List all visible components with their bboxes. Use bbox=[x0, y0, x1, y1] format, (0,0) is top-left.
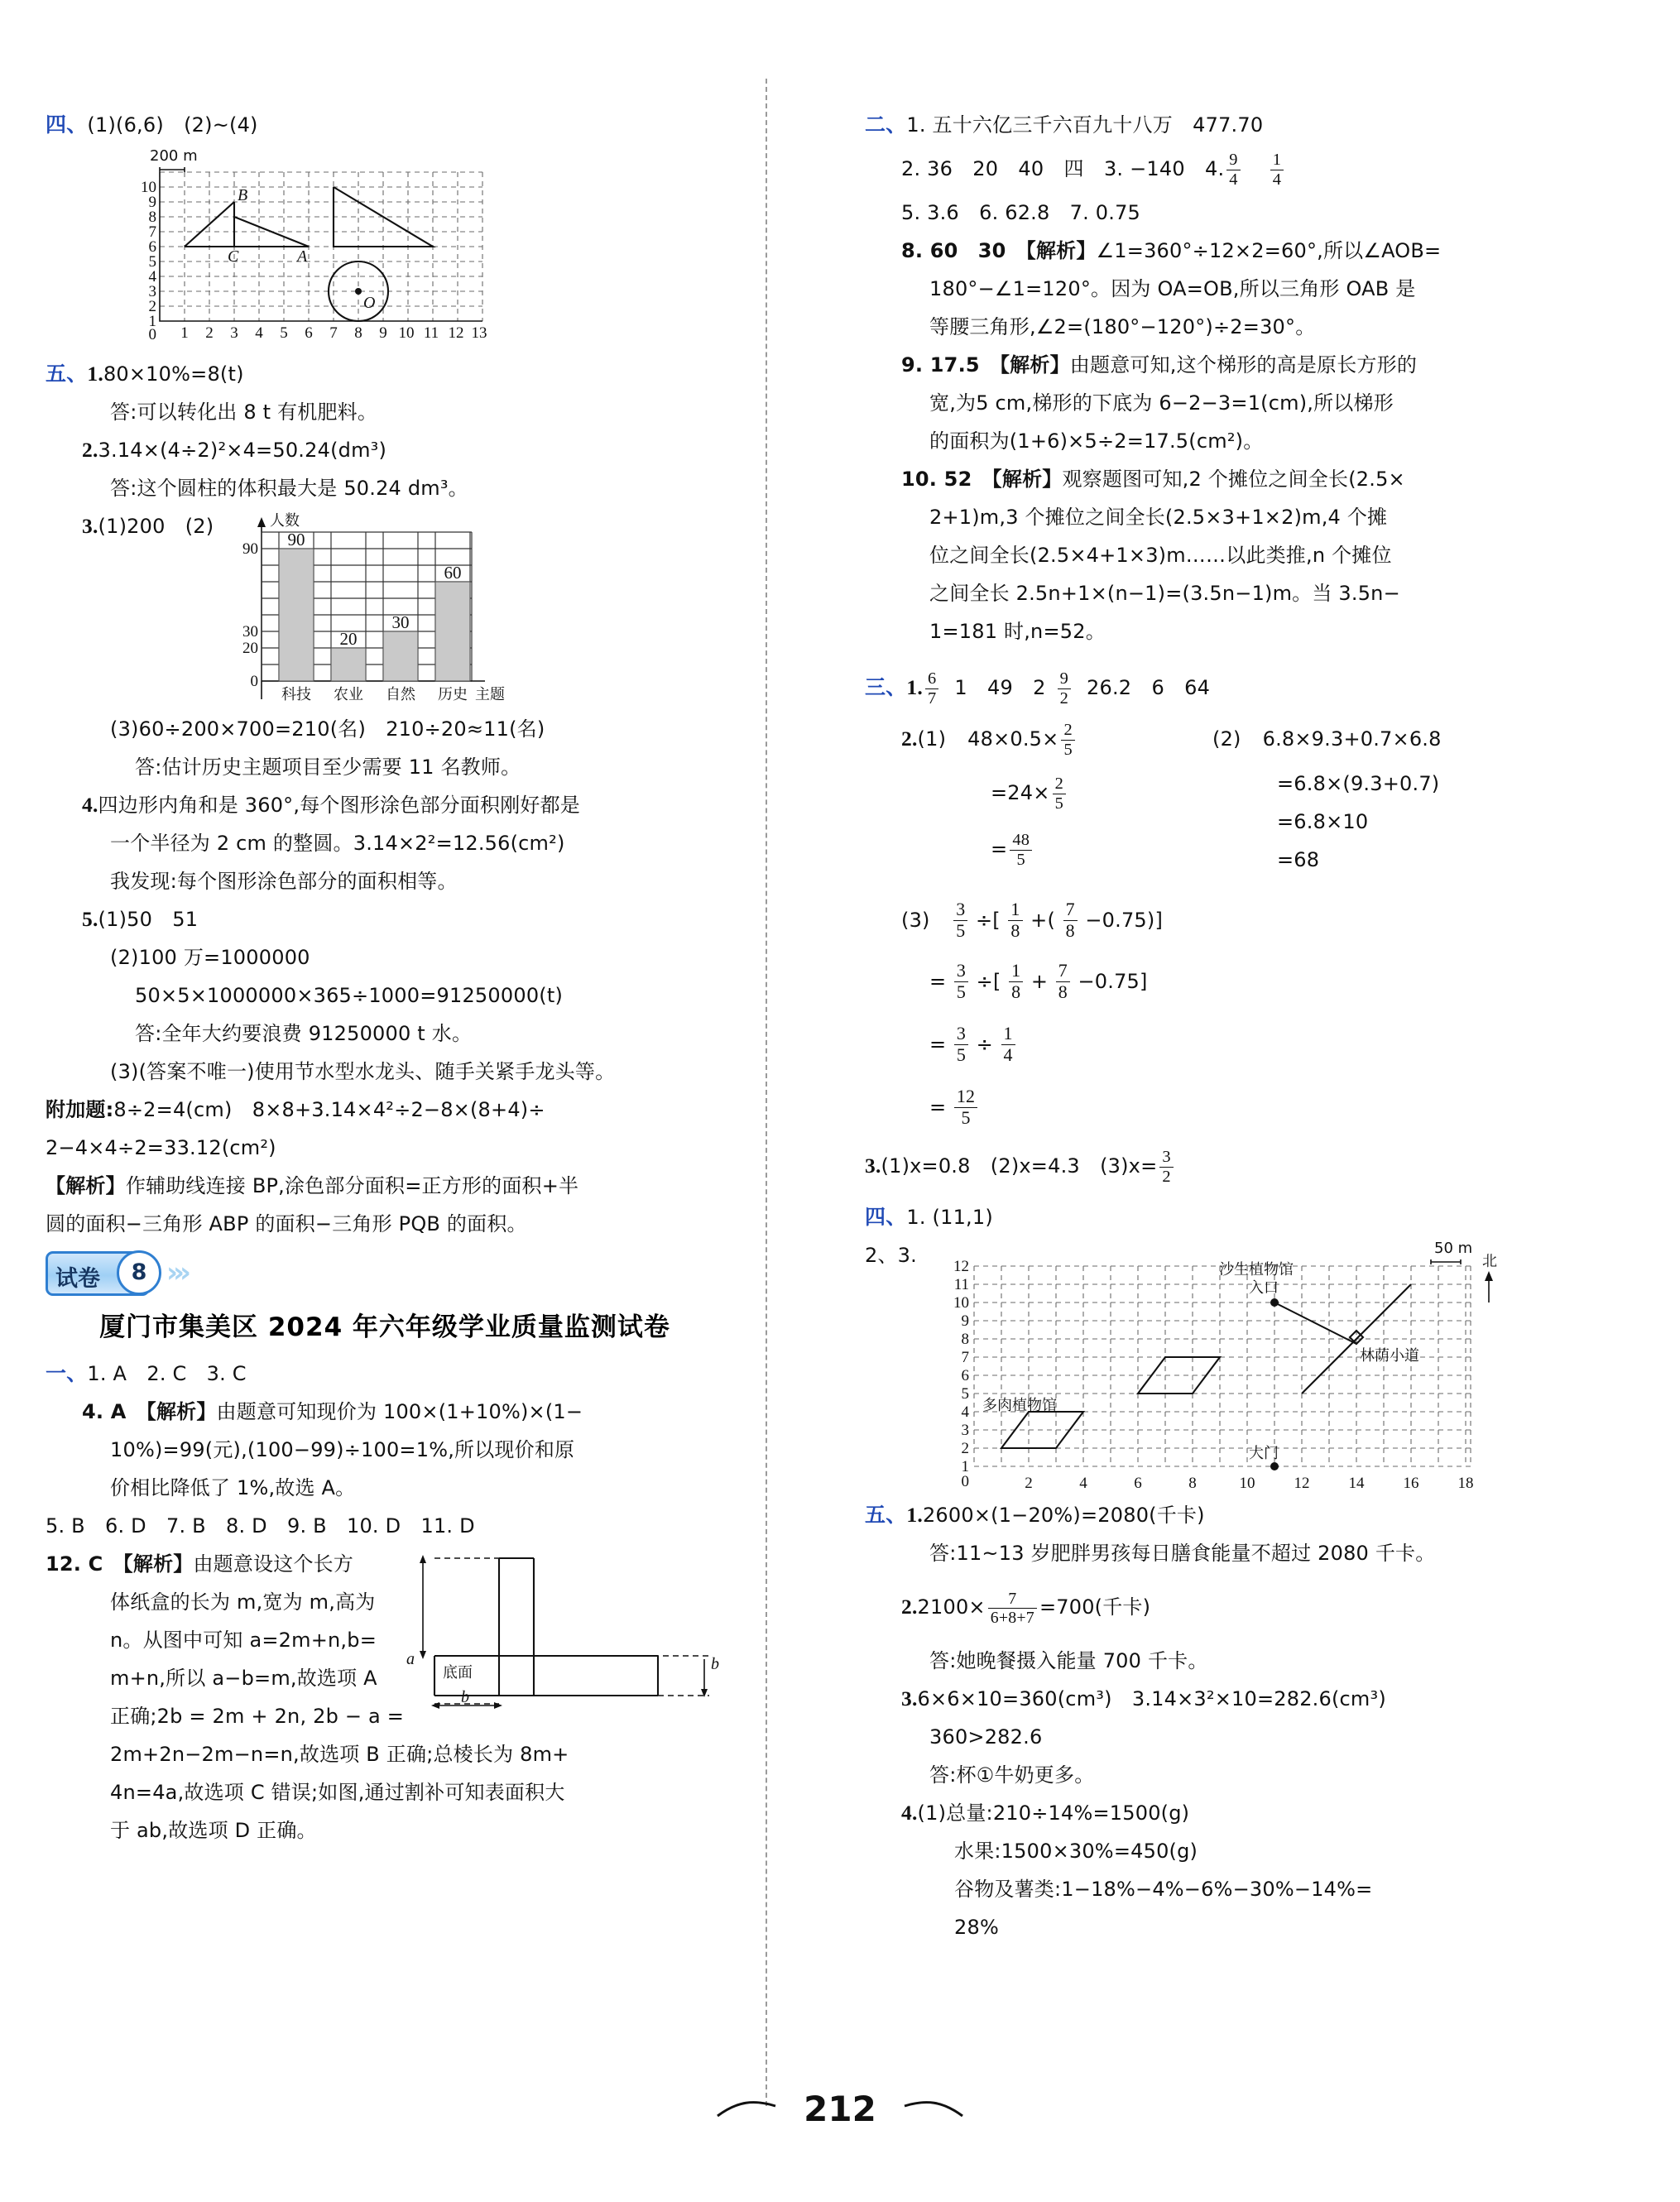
svg-text:12: 12 bbox=[953, 1258, 969, 1275]
svg-text:16: 16 bbox=[1403, 1475, 1419, 1492]
section-1-line-1: 一、1. A 2. C 3. C bbox=[46, 1361, 247, 1385]
fraction-1-8b: $\frac{1}{8}$ bbox=[1009, 961, 1023, 1002]
svg-text:6: 6 bbox=[305, 324, 313, 342]
section-1-line-2: 5. B 6. D 7. B 8. D 9. B 10. D 11. D bbox=[46, 1514, 475, 1538]
fraction-2-5b: $\frac{2}{5}$ bbox=[1053, 775, 1066, 813]
section-5-q3-3: (3)60÷200×700=210(名) 210÷20≈11(名) bbox=[110, 717, 545, 741]
section-1-q4-line-3: 价相比降低了 1%,故选 A。 bbox=[110, 1476, 356, 1499]
bar-value-0: 90 bbox=[287, 530, 305, 549]
r-section-5-item-3-line-1: 3.6×6×10=360(cm³) 3.14×3²×10=282.6(cm³) bbox=[901, 1686, 1386, 1710]
svg-text:14: 14 bbox=[1348, 1475, 1365, 1492]
fraction-7-8b: $\frac{7}{8}$ bbox=[1056, 961, 1070, 1002]
bonus-label: 附加题: bbox=[46, 1098, 114, 1121]
svg-text:1: 1 bbox=[961, 1458, 969, 1475]
section-5-label: 五、 bbox=[46, 362, 88, 386]
main-gate-dot bbox=[1270, 1462, 1279, 1470]
section-3-q2b-line-1: (2) 6.8×9.3+0.7×6.8 bbox=[1212, 727, 1442, 751]
svg-text:12: 12 bbox=[1294, 1475, 1310, 1492]
svg-text:13: 13 bbox=[471, 324, 487, 342]
svg-text:0: 0 bbox=[961, 1473, 969, 1490]
fraction-12-5: $\frac{12}{5}$ bbox=[954, 1087, 977, 1128]
analysis-line-1: 【解析】作辅助线连接 BP,涂色部分面积=正方形的面积+半 bbox=[46, 1174, 579, 1197]
svg-text:2: 2 bbox=[961, 1440, 969, 1457]
fraction-6-7: $\frac{6}{7}$ bbox=[925, 669, 938, 708]
section-5-item-4-line-2: 一个半径为 2 cm 的整圆。3.14×2²=12.56(cm²) bbox=[110, 832, 565, 855]
r-section-5-item-2-line-1: 2.2100× $\frac{7}{6+8+7}$ =700(千卡) bbox=[901, 1589, 1151, 1627]
label-desert-plant-hall: 沙生植物馆 bbox=[1219, 1261, 1294, 1279]
svg-text:6: 6 bbox=[1134, 1475, 1142, 1492]
svg-text:4: 4 bbox=[255, 324, 263, 342]
r-section-5-item-4-line-3: 谷物及薯类:1−18%−4%−6%−30%−14%= bbox=[954, 1878, 1373, 1901]
dim-b-label: b bbox=[711, 1655, 719, 1673]
fraction-3-2: $\frac{3}{2}$ bbox=[1159, 1148, 1173, 1187]
section-5-item-4-line-3: 我发现:每个图形涂色部分的面积相等。 bbox=[110, 870, 458, 893]
svg-text:7: 7 bbox=[148, 223, 156, 241]
point-label-C: C bbox=[228, 247, 239, 266]
bonus-line-2: 2−4×4÷2=33.12(cm²) bbox=[46, 1136, 276, 1159]
fraction-3-5c: $\frac{3}{5}$ bbox=[954, 1024, 968, 1065]
svg-text:11: 11 bbox=[423, 324, 439, 342]
page-number: 212 bbox=[804, 2089, 876, 2129]
svg-text:6: 6 bbox=[148, 238, 156, 256]
section-3-q2a-line-2: =24× $\frac{2}{5}$ bbox=[901, 765, 1224, 821]
fraction-9-2: $\frac{9}{2}$ bbox=[1058, 669, 1071, 708]
r-section-5-item-1-line-2: 答:11~13 岁肥胖男孩每日膳食能量不超过 2080 千卡。 bbox=[929, 1542, 1436, 1565]
section-1-q12-line-1: 12. C 【解析】由题意设这个长方 bbox=[46, 1552, 354, 1576]
section-3-line-1: 三、1. $\frac{6}{7}$ 1 49 2 $\frac{9}{2}$ 26.2 6 64 bbox=[865, 669, 1211, 708]
bar-ziran bbox=[383, 631, 418, 681]
svg-text:4: 4 bbox=[148, 268, 156, 285]
svg-text:9: 9 bbox=[148, 194, 156, 211]
section-4-label: 四、 bbox=[46, 113, 88, 137]
section-1-q4-line-2: 10%)=99(元),(100−99)÷100=1%,所以现价和原 bbox=[110, 1438, 575, 1461]
section-3-q2b-line-2: =6.8×(9.3+0.7) bbox=[1277, 772, 1440, 795]
section-4-heading bbox=[46, 106, 724, 144]
svg-text:10: 10 bbox=[398, 324, 415, 342]
analysis-line-2: 圆的面积−三角形 ABP 的面积−三角形 PQB 的面积。 bbox=[46, 1212, 527, 1235]
q4-head: 4. A 【解析】 bbox=[82, 1400, 217, 1423]
ytick-30: 30 bbox=[242, 623, 258, 640]
fraction-2-5: $\frac{2}{5}$ bbox=[1061, 721, 1074, 760]
svg-text:8: 8 bbox=[1188, 1475, 1197, 1492]
item-number: 3. bbox=[82, 514, 98, 538]
svg-text:12: 12 bbox=[448, 324, 464, 342]
xtick-3: 历史 bbox=[438, 686, 468, 703]
section-5-item-5-line-3: 50×5×1000000×365÷1000=91250000(t) bbox=[135, 984, 564, 1007]
section-2-q10-line-3: 位之间全长(2.5×4+1×3)m……以此类推,n 个摊位 bbox=[929, 544, 1392, 567]
section-2-q9-line-2: 宽,为5 cm,梯形的下底为 6−2−3=1(cm),所以梯形 bbox=[929, 391, 1394, 415]
coordinate-grid-figure bbox=[135, 149, 724, 352]
svg-text:1: 1 bbox=[148, 313, 156, 330]
r-section-5-item-4-line-2: 水果:1500×30%=450(g) bbox=[954, 1840, 1198, 1863]
scale-label-text: 200 m bbox=[150, 147, 198, 165]
section-5-q3-answer: 答:估计历史主题项目至少需要 11 名教师。 bbox=[135, 756, 521, 779]
svg-text:4: 4 bbox=[961, 1403, 969, 1421]
page-footer bbox=[0, 2083, 1680, 2131]
fraction-9-4: $\frac{9}{4}$ bbox=[1226, 151, 1240, 189]
exam-banner-number: 8 bbox=[131, 1259, 147, 1285]
map-scale-label: 50 m bbox=[1434, 1240, 1473, 1257]
xtick-1: 农业 bbox=[334, 686, 363, 703]
exam-banner-circle bbox=[117, 1250, 161, 1295]
section-2-q10-line-2: 2+1)m,3 个摊位之间全长(2.5×3+1×2)m,4 个摊 bbox=[929, 506, 1388, 529]
section-1-q12-line-5: 正确;2b = 2m + 2n, 2b − a = bbox=[110, 1705, 405, 1728]
fraction-1-4: $\frac{1}{4}$ bbox=[1001, 1024, 1015, 1065]
bonus-line-1: 附加题:8÷2=4(cm) 8×8+3.14×4²÷2−8×(8+4)÷ bbox=[46, 1098, 545, 1121]
section-5-item-2-line-1: 2.3.14×(4÷2)²×4=50.24(dm³) bbox=[82, 438, 387, 462]
right-column bbox=[865, 0, 1543, 1946]
section-3-label: 三、 bbox=[865, 675, 907, 699]
section-2-line-3: 5. 3.6 6. 62.8 7. 0.75 bbox=[901, 201, 1141, 224]
r-section-5-item-3-line-3: 答:杯①牛奶更多。 bbox=[929, 1763, 1095, 1787]
svg-text:8: 8 bbox=[961, 1331, 969, 1348]
box-net-figure bbox=[401, 1548, 724, 1714]
svg-text:8: 8 bbox=[354, 324, 362, 342]
left-column bbox=[46, 0, 724, 1849]
section-2-q10-line-1: 10. 52 【解析】观察题图可知,2 个摊位之间全长(2.5× bbox=[901, 468, 1405, 491]
fraction-3-5: $\frac{3}{5}$ bbox=[953, 900, 967, 941]
label-main-gate: 大门 bbox=[1249, 1445, 1279, 1462]
section-5-item-1-line-1 bbox=[46, 355, 724, 393]
svg-text:3: 3 bbox=[961, 1422, 969, 1439]
section-5-item-5-line-2: (2)100 万=1000000 bbox=[110, 946, 310, 969]
north-label: 北 bbox=[1482, 1253, 1497, 1270]
section-2-q10-line-4: 之间全长 2.5n+1×(n−1)=(3.5n−1)m。当 3.5n− bbox=[929, 582, 1400, 605]
fraction-48-5: $\frac{48}{5}$ bbox=[1010, 831, 1032, 870]
svg-text:5: 5 bbox=[148, 253, 156, 271]
q9-head: 9. 17.5 【解析】 bbox=[901, 353, 1070, 377]
bar-value-3: 60 bbox=[444, 563, 462, 583]
dim-a-label: a bbox=[406, 1650, 415, 1668]
r-section-5-item-4-line-4: 28% bbox=[954, 1916, 999, 1939]
svg-text:10: 10 bbox=[1239, 1475, 1255, 1492]
section-3-q2a-line-3: = $\frac{48}{5}$ bbox=[901, 821, 1224, 877]
fraction-1-8: $\frac{1}{8}$ bbox=[1008, 900, 1022, 941]
section-3-q2b-line-4: =68 bbox=[1277, 848, 1320, 871]
bar-lishi bbox=[435, 582, 470, 681]
section-5-item-3-line-1: 3.(1)200 (2) bbox=[82, 514, 214, 538]
svg-text:8: 8 bbox=[148, 209, 156, 226]
svg-text:5: 5 bbox=[961, 1385, 969, 1403]
r-section-5-item-4-line-1: 4.(1)总量:210÷14%=1500(g) bbox=[901, 1801, 1190, 1825]
column-divider bbox=[766, 79, 767, 2106]
entrance-dot bbox=[1270, 1298, 1279, 1307]
svg-text:2: 2 bbox=[205, 324, 214, 342]
section-3-q2b-line-3: =6.8×10 bbox=[1277, 810, 1369, 833]
section-2-q8-line-2: 180°−∠1=120°。因为 OA=OB,所以三角形 OAB 是 bbox=[929, 277, 1416, 300]
point-label-A: A bbox=[297, 247, 308, 266]
point-label-B: B bbox=[238, 186, 248, 204]
section-5-item-5-line-4: 答:全年大约要浪费 91250000 t 水。 bbox=[135, 1022, 473, 1045]
analysis-label: 【解析】 bbox=[46, 1174, 126, 1197]
section-5-item-1-line-2: 答:可以转化出 8 t 有机肥料。 bbox=[110, 401, 378, 424]
ytick-0: 0 bbox=[250, 673, 258, 690]
section-5-item-5-line-1: 5.(1)50 51 bbox=[82, 907, 199, 931]
section-3-q2a-line-1: 2.(1) 48×0.5× $\frac{2}{5}$ bbox=[901, 713, 1224, 765]
svg-text:10: 10 bbox=[141, 179, 156, 196]
r-section-5-label: 五、 bbox=[865, 1503, 907, 1527]
section-2-line-1: 二、1. 五十六亿三千六百九十八万 477.70 bbox=[865, 113, 1264, 137]
section-2-q10-line-5: 1=181 时,n=52。 bbox=[929, 620, 1106, 643]
svg-text:9: 9 bbox=[961, 1312, 969, 1330]
section-2-label: 二、 bbox=[865, 113, 907, 137]
section-1-q12-line-2: 体纸盒的长为 m,宽为 m,高为 bbox=[110, 1590, 376, 1614]
xtick-0: 科技 bbox=[281, 686, 311, 703]
fraction-3-5b: $\frac{3}{5}$ bbox=[954, 961, 968, 1002]
section-4r-line-2: 2、3. bbox=[865, 1244, 917, 1267]
section-1-q12-line-4: m+n,所以 a−b=m,故选项 A bbox=[110, 1667, 377, 1690]
bottom-face-label: 底面 bbox=[443, 1664, 473, 1681]
svg-text:2: 2 bbox=[148, 298, 156, 315]
svg-text:7: 7 bbox=[961, 1349, 969, 1366]
svg-text:4: 4 bbox=[1079, 1475, 1087, 1492]
xtick-2: 自然 bbox=[386, 686, 415, 703]
section-3-q3-line-2: = $\frac{3}{5}$ ÷[ $\frac{1}{8}$ + $\frac{7}{8}$ −0.75] bbox=[929, 960, 1148, 1003]
r-section-5-item-2-answer: 答:她晚餐摄入能量 700 千卡。 bbox=[929, 1649, 1208, 1672]
q8-head: 8. 60 30 【解析】 bbox=[901, 239, 1097, 262]
section-4r-label: 四、 bbox=[865, 1205, 907, 1229]
section-2-line-2: 2. 36 20 40 四 3. −140 4. $\frac{9}{4}$ $\frac{1}{4}$ bbox=[865, 144, 1543, 194]
section-5-item-2-line-2: 答:这个圆柱的体积最大是 50.24 dm³。 bbox=[110, 477, 468, 500]
item-number: 2. bbox=[82, 438, 98, 462]
section-1-q12-line-6: 2m+2n−2m−n=n,故选项 B 正确;总棱长为 8m+ bbox=[110, 1743, 569, 1766]
q12-head: 12. C 【解析】 bbox=[46, 1552, 194, 1576]
item-text: 80×10%=8(t) bbox=[103, 362, 244, 386]
section-1-label: 一、 bbox=[46, 1361, 88, 1385]
item-number: 1. bbox=[87, 362, 103, 386]
section-1-q4-line-1: 4. A 【解析】由题意可知现价为 100×(1+10%)×(1− bbox=[82, 1400, 583, 1423]
chart-y-title: 人数 bbox=[270, 512, 300, 530]
section-4-line: (1)(6,6) (2)~(4) bbox=[87, 113, 258, 137]
garden-map-figure bbox=[941, 1238, 1543, 1494]
svg-text:7: 7 bbox=[329, 324, 338, 342]
ytick-90: 90 bbox=[242, 540, 258, 558]
label-entrance: 入口 bbox=[1249, 1279, 1279, 1297]
dim-b2-label: b bbox=[461, 1688, 469, 1706]
bar-kexue bbox=[279, 549, 314, 681]
section-2-q8-line-3: 等腰三角形,∠2=(180°−120°)÷2=30°。 bbox=[929, 315, 1316, 338]
paper-title: 厦门市集美区 2024 年六年级学业质量监测试卷 bbox=[99, 1312, 670, 1342]
svg-text:11: 11 bbox=[953, 1276, 969, 1293]
svg-text:6: 6 bbox=[961, 1367, 969, 1384]
fraction-7-8: $\frac{7}{8}$ bbox=[1063, 900, 1078, 941]
bar-nongye bbox=[331, 648, 366, 681]
svg-text:9: 9 bbox=[379, 324, 387, 342]
r-section-5-item-3-line-2: 360>282.6 bbox=[929, 1725, 1043, 1749]
section-4r-line-1: 四、1. (11,1) bbox=[865, 1205, 993, 1229]
section-1-q12-line-3: n。从图中可知 a=2m+n,b= bbox=[110, 1629, 377, 1652]
exam-banner bbox=[46, 1251, 724, 1299]
label-succulent-hall: 多肉植物馆 bbox=[982, 1397, 1057, 1414]
section-3-q3-line-1: (3) $\frac{3}{5}$ ÷[ $\frac{1}{8}$ +( $\frac{7}{8}$ −0.75)] bbox=[901, 899, 1164, 942]
section-2-q8-line-1: 8. 60 30 【解析】∠1=360°÷12×2=60°,所以∠AOB= bbox=[901, 239, 1442, 262]
section-3-q3-line-4: = $\frac{12}{5}$ bbox=[865, 1076, 1543, 1139]
fraction-1-4: $\frac{1}{4}$ bbox=[1270, 151, 1284, 189]
xaxis-title: 主题 bbox=[475, 686, 505, 703]
section-5-item-5-line-5: (3)(答案不唯一)使用节水型水龙头、随手关紧手龙头等。 bbox=[110, 1060, 616, 1083]
chevron-right-icon: ››› bbox=[166, 1256, 187, 1289]
section-3-q3eq-line: 3.(1)x=0.8 (2)x=4.3 (3)x= $\frac{3}{2}$ bbox=[865, 1139, 1543, 1193]
section-5-item-4-line-1: 4.四边形内角和是 360°,每个图形涂色部分面积刚好都是 bbox=[82, 793, 580, 817]
ytick-20: 20 bbox=[242, 640, 258, 657]
svg-text:0: 0 bbox=[148, 326, 156, 343]
point-label-O: O bbox=[363, 294, 376, 312]
exam-banner-label: 试卷 bbox=[55, 1266, 100, 1292]
section-3-q3-line-3: = $\frac{3}{5}$ ÷ $\frac{1}{4}$ bbox=[865, 1013, 1543, 1076]
q10-head: 10. 52 【解析】 bbox=[901, 468, 1063, 491]
svg-text:18: 18 bbox=[1457, 1475, 1474, 1492]
fraction-7-over-sum: $\frac{7}{6+8+7}$ bbox=[988, 1590, 1037, 1628]
svg-text:3: 3 bbox=[230, 324, 238, 342]
bar-value-1: 20 bbox=[339, 629, 358, 649]
svg-text:2: 2 bbox=[1025, 1475, 1033, 1492]
section-2-q9-line-1: 9. 17.5 【解析】由题意可知,这个梯形的高是原长方形的 bbox=[901, 353, 1418, 377]
svg-text:1: 1 bbox=[180, 324, 189, 342]
svg-text:5: 5 bbox=[280, 324, 288, 342]
section-1-q12-line-7: 4n=4a,故选项 C 错误;如图,通过割补可知表面积大 bbox=[110, 1781, 565, 1804]
svg-text:10: 10 bbox=[953, 1294, 969, 1312]
label-shaded-path: 林荫小道 bbox=[1360, 1347, 1419, 1365]
bar-value-2: 30 bbox=[391, 612, 410, 632]
section-1-q12-line-8: 于 ab,故选项 D 正确。 bbox=[110, 1819, 317, 1842]
svg-text:3: 3 bbox=[148, 283, 156, 300]
section-2-q9-line-3: 的面积为(1+6)×5÷2=17.5(cm²)。 bbox=[929, 429, 1264, 453]
bar-chart-figure bbox=[223, 511, 724, 705]
r-section-5-item-1-line-1: 五、1.2600×(1−20%)=2080(千卡) bbox=[865, 1503, 1205, 1527]
